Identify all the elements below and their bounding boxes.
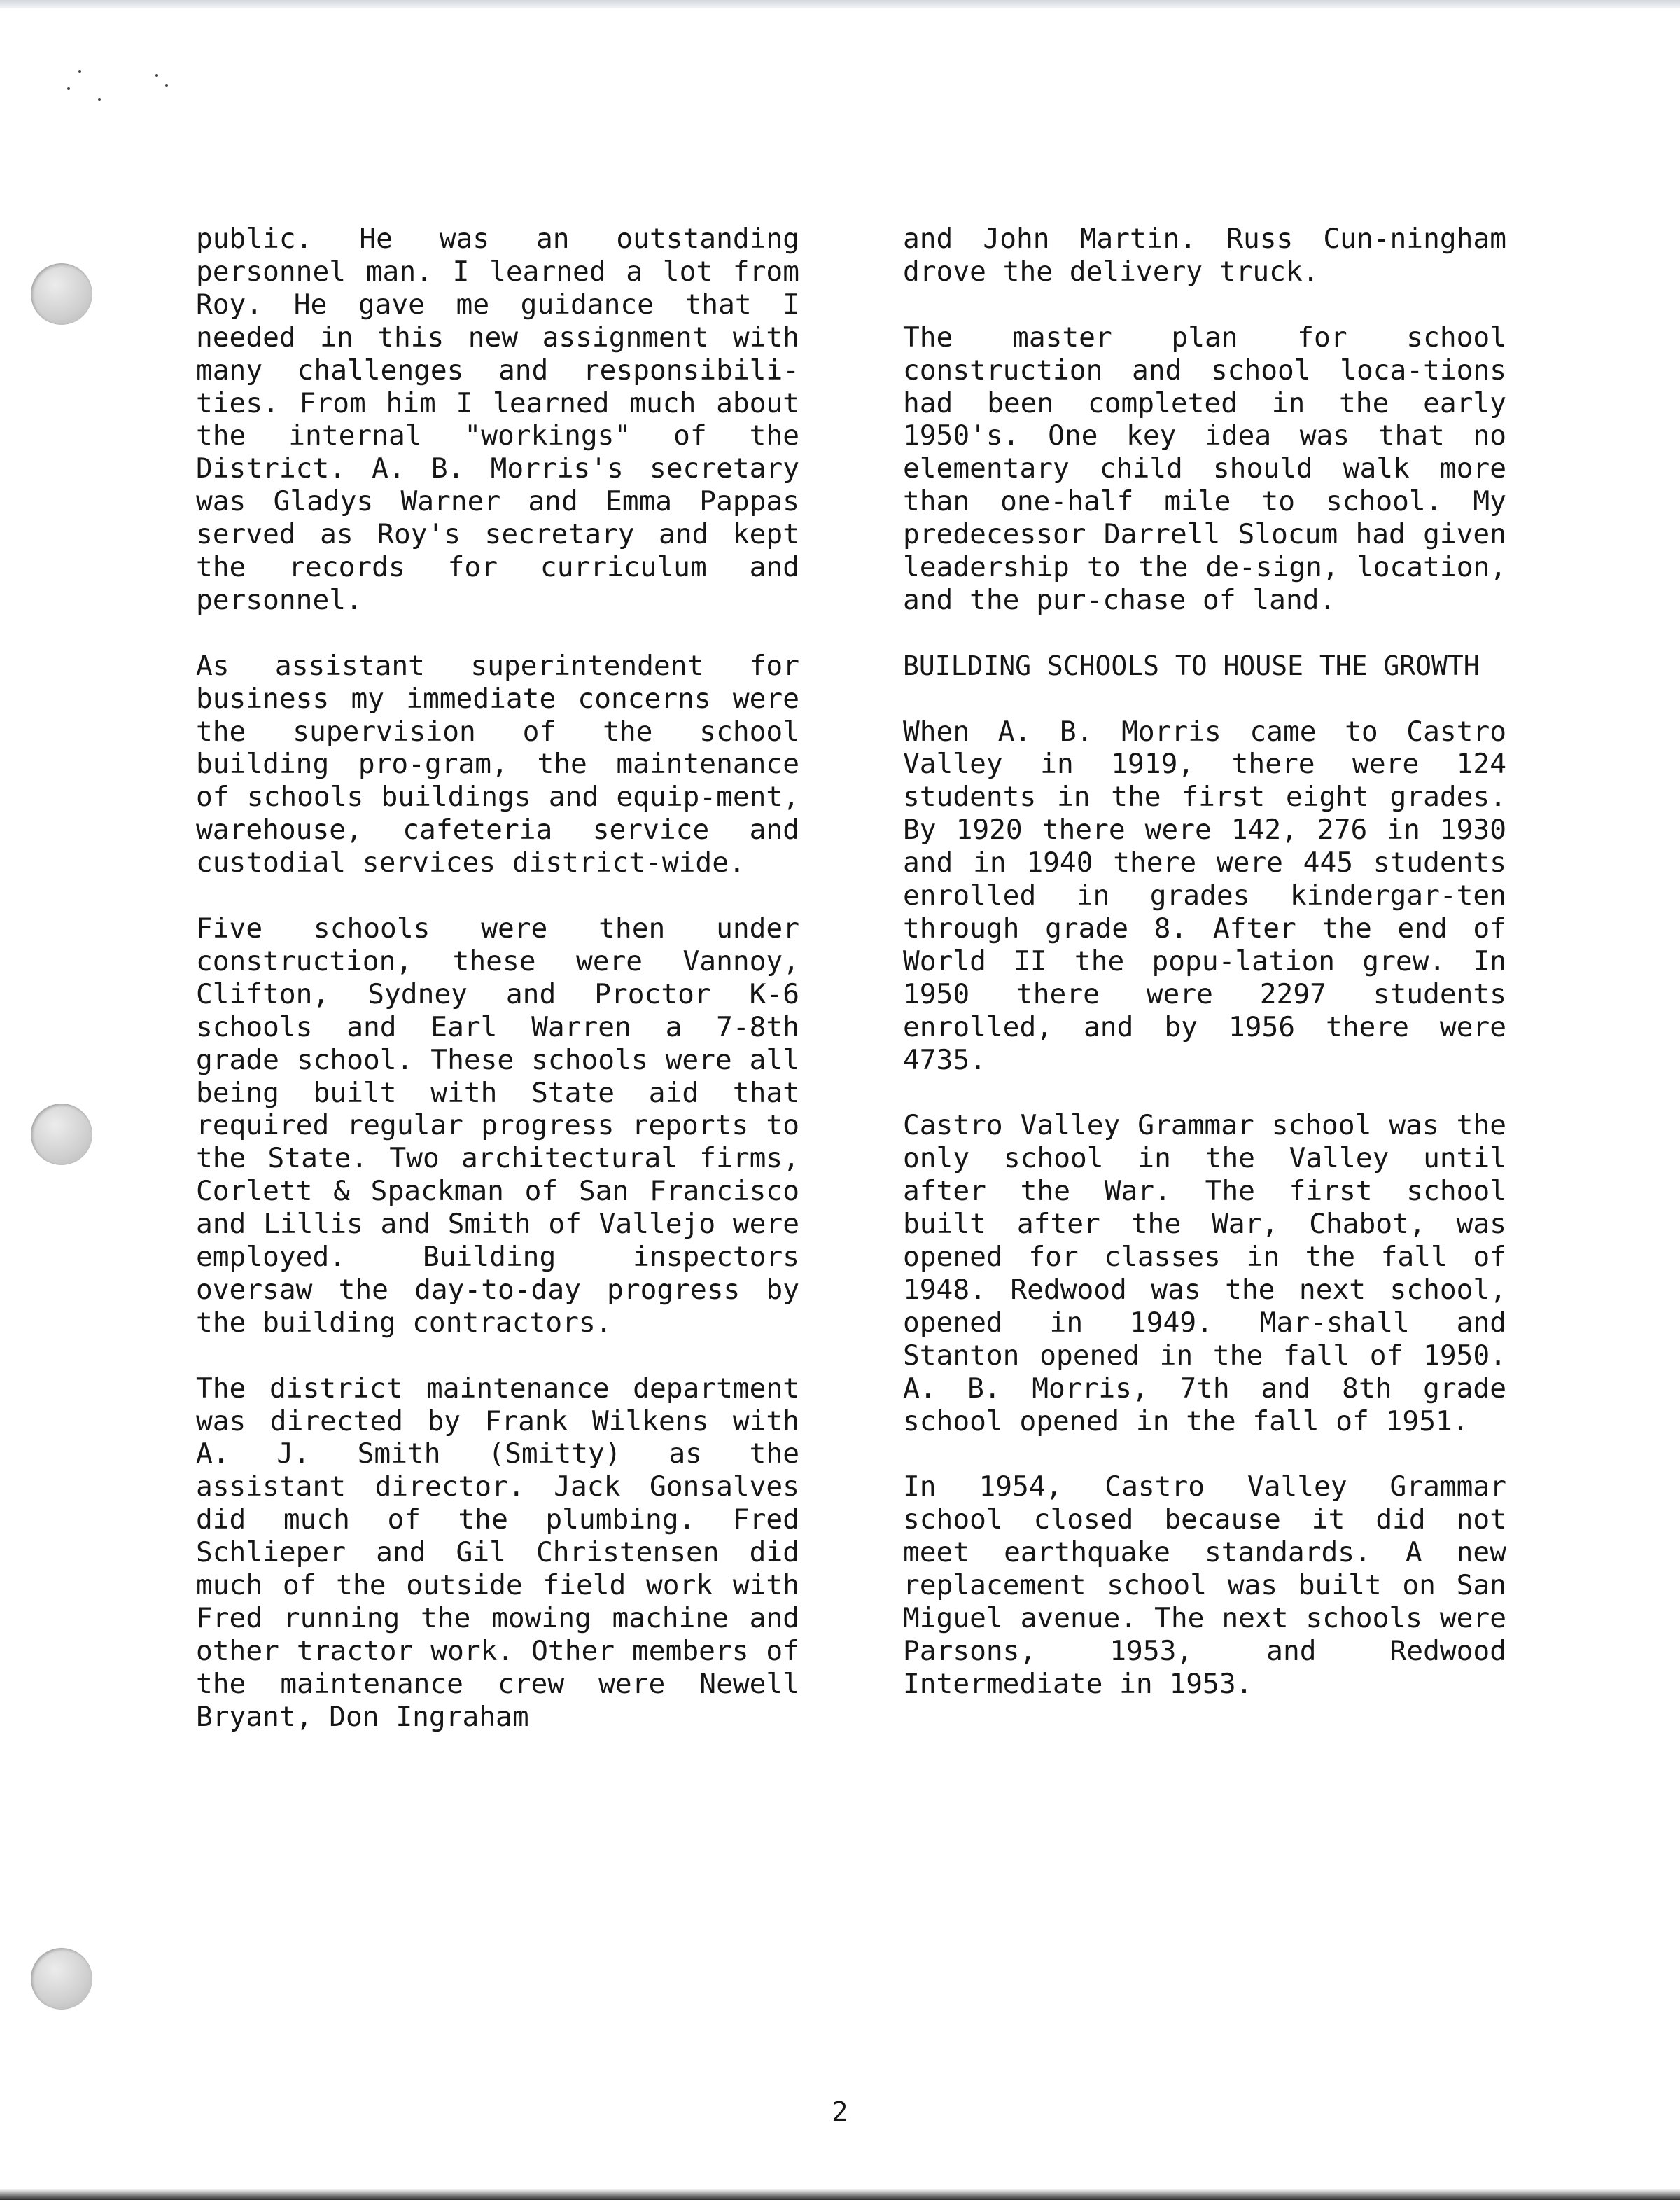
paragraph: The master plan for school construction and school loca-tions had been completed in the early 1950's. One key idea was that no elementary child should walk more than one-half mile to school. My predecessor Darrell Slocum had given leadership to the de-sign, location, and the pur-chase of land. <box>903 321 1506 616</box>
section-heading: BUILDING SCHOOLS TO HOUSE THE GROWTH <box>903 650 1480 681</box>
left-column <box>196 223 799 1767</box>
paragraph: Castro Valley Grammar school was the only school in the Valley until after the War. The first school built after the War, Chabot, was opened for classes in the fall of 1948. Redwood was the next school, opened in 1949. Mar-shall and Stanton opened in the fall of 1950. A. B. Morris, 7th and 8th grade school opened in the fall of 1951. <box>903 1109 1506 1437</box>
paragraph: The district maintenance department was directed by Frank Wilkens with A. J. Smith (Smitty) as the assistant director. Jack Gonsalves did much of the plumbing. Fred Schlieper and Gil Christensen did much of the outside field work with Fred running the mowing machine and other tractor work. Other members of the maintenance crew were Newell Bryant, Don Ingraham <box>196 1372 799 1733</box>
paragraph: As assistant superintendent for business my immediate concerns were the supervision of the school building pro-gram, the maintenance of schools buildings and equip-ment, warehouse, cafeteria service and custodial services district-wide. <box>196 649 799 879</box>
scan-speck <box>165 84 168 87</box>
punch-hole-bottom <box>31 1948 92 2010</box>
punch-hole-top <box>31 263 92 325</box>
scan-speck <box>78 70 81 73</box>
paragraph: Five schools were then under construction, these were Vannoy, Clifton, Sydney and Proctor K-6 schools and Earl Warren a 7-8th grade school. These schools were all being built with State aid that required regular progress reports to the State. Two architectural firms, Corlett & Spackman of San Francisco and Lillis and Smith of Vallejo were employed. Building inspectors oversaw the day-to-day progress by the building contractors. <box>196 912 799 1339</box>
scan-speck <box>155 74 158 77</box>
paragraph: public. He was an outstanding personnel man. I learned a lot from Roy. He gave me guidance that I needed in this new assignment with many challenges and responsibili-ties. From him I learned much about the internal "workings" of the District. A. B. Morris's secretary was Gladys Warner and Emma Pappas served as Roy's secretary and kept the records for curriculum and personnel. <box>196 223 799 616</box>
right-column <box>903 223 1506 1734</box>
scan-speck <box>98 98 101 101</box>
paragraph: In 1954, Castro Valley Grammar school closed because it did not meet earthquake standards. A new replacement school was built on San Miguel avenue. The next schools were Parsons, 1953, and Redwood Intermediate in 1953. <box>903 1470 1506 1700</box>
scan-speck <box>67 87 70 90</box>
page-number: 2 <box>832 2096 848 2127</box>
scan-top-edge <box>0 0 1680 8</box>
scan-bottom-edge <box>0 2189 1680 2200</box>
paragraph: When A. B. Morris came to Castro Valley in 1919, there were 124 students in the first eight grades. By 1920 there were 142, 276 in 1930 and in 1940 there were 445 students enrolled in grades kindergar-ten through grade 8. After the end of World II the popu-lation grew. In 1950 there were 2297 students enrolled, and by 1956 there were 4735. <box>903 715 1506 1076</box>
paragraph: and John Martin. Russ Cun-ningham drove the delivery truck. <box>903 223 1506 288</box>
punch-hole-middle <box>31 1104 92 1165</box>
